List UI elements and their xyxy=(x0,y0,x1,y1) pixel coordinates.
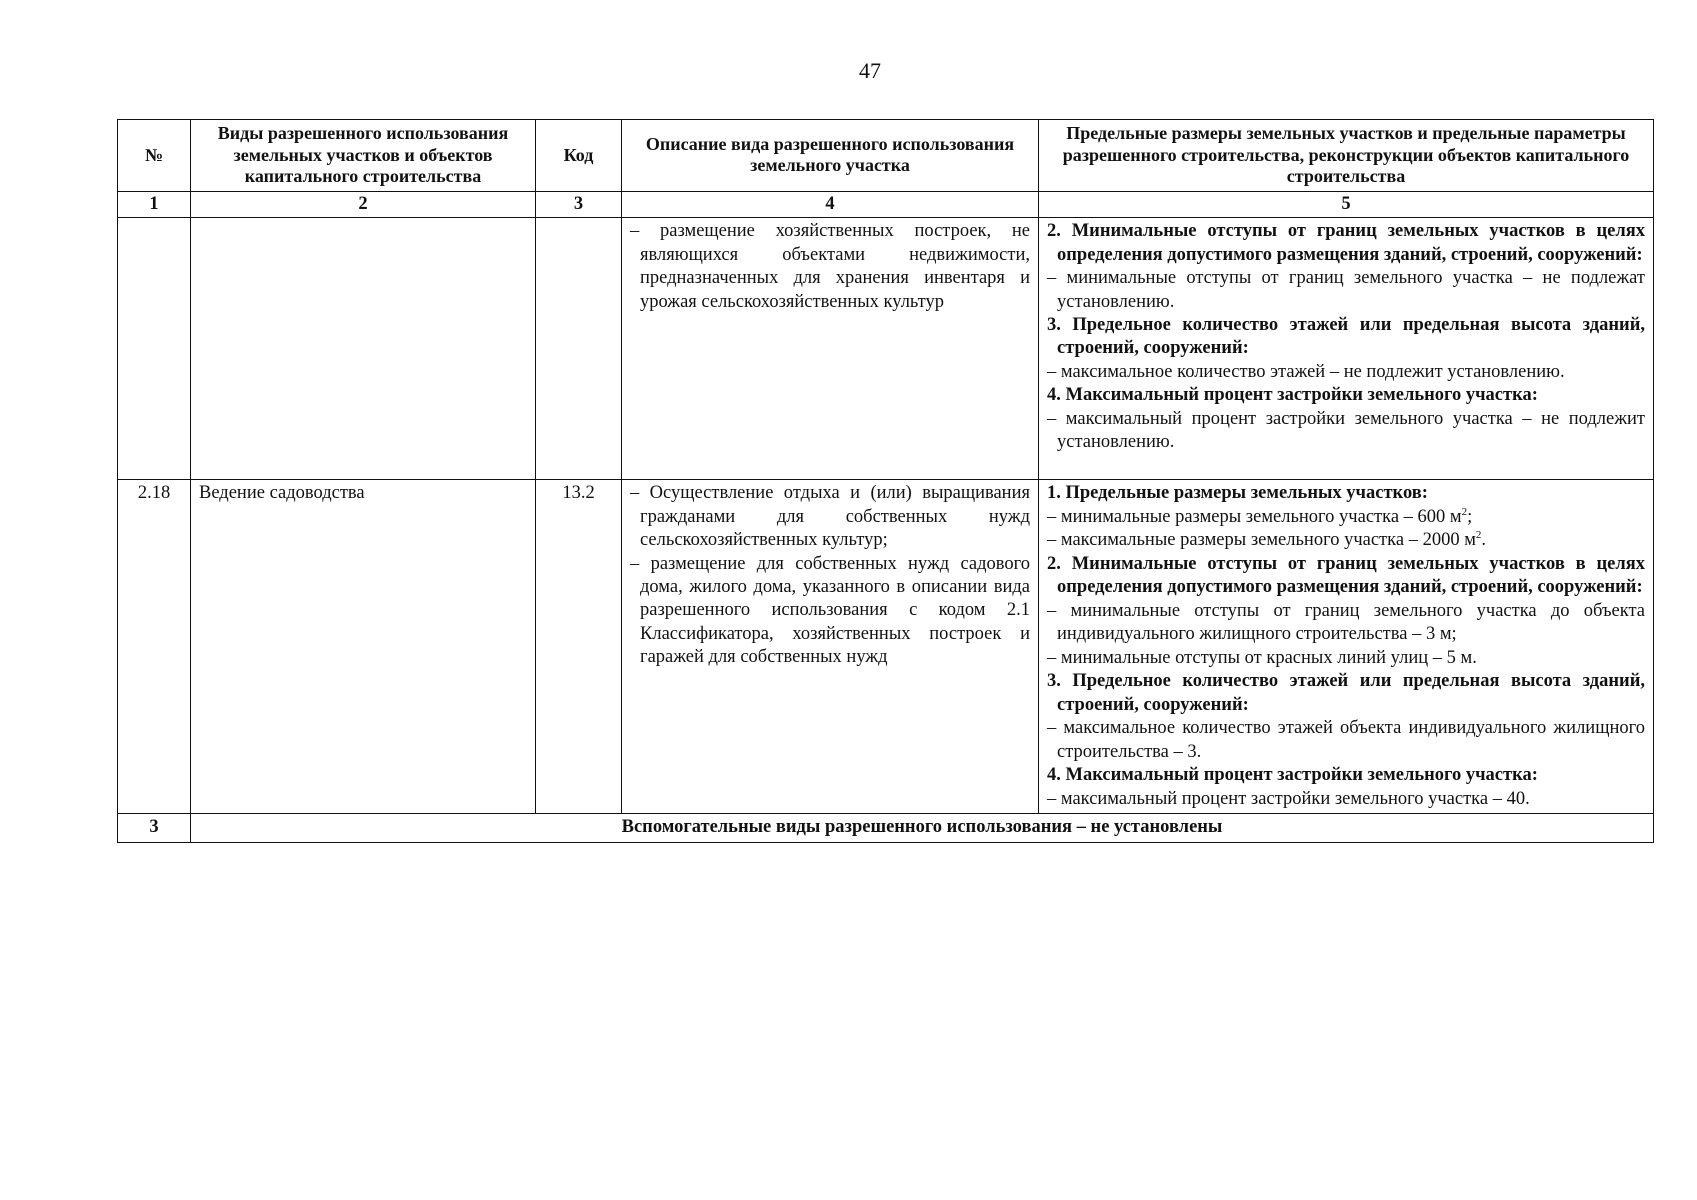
params-item-text: – минимальные размеры земельного участка – 600 м xyxy=(1047,506,1462,527)
params-item-text: – максимальные размеры земельного участка – 2000 м xyxy=(1047,530,1476,551)
row-num: 2.18 xyxy=(118,480,191,814)
params-item: – минимальные отступы от границ земельного участка до объекта индивидуального жилищного строительства – 3 м; xyxy=(1047,600,1645,645)
row-params xyxy=(1039,480,1654,814)
params-item: – максимальный процент застройки земельного участка – не подлежит установлению. xyxy=(1047,408,1645,453)
params-item: – максимальное количество этажей – не подлежит установлению. xyxy=(1047,361,1565,382)
superscript: 2 xyxy=(1461,505,1468,518)
params-item-end: . xyxy=(1481,530,1487,551)
row-kind xyxy=(191,218,536,480)
params-item: – минимальные отступы от красных линий улиц – 5 м. xyxy=(1047,647,1477,668)
table-header-row xyxy=(118,120,1654,192)
column-number: 1 xyxy=(118,191,191,217)
column-number: 5 xyxy=(1039,191,1654,217)
column-number: 4 xyxy=(622,191,1039,217)
description-item: – размещение хозяйственных построек, не являющихся объектами недвижимости, предназначенных для хранения инвентаря и урожая сельскохозяйственных культур xyxy=(630,221,1030,312)
regulations-table xyxy=(117,119,1654,843)
column-number: 2 xyxy=(191,191,536,217)
params-heading: 4. Максимальный процент застройки земельного участка: xyxy=(1047,385,1538,406)
params-heading: 3. Предельное количество этажей или предельная высота зданий, строений, сооружений: xyxy=(1047,314,1645,359)
row-code xyxy=(536,218,622,480)
superscript: 2 xyxy=(1475,529,1482,542)
table-row xyxy=(118,480,1654,814)
row-params xyxy=(1039,218,1654,480)
table-row xyxy=(118,218,1654,480)
row-num xyxy=(118,218,191,480)
row-description xyxy=(622,480,1039,814)
params-heading: 2. Минимальные отступы от границ земельных участков в целях определения допустимого размещения зданий, строений, сооружений: xyxy=(1047,221,1645,265)
row-kind: Ведение садоводства xyxy=(191,480,536,814)
header-num: № xyxy=(118,120,191,192)
table-row xyxy=(118,814,1654,842)
params-item xyxy=(1047,506,1645,530)
description-item: – Осуществление отдыха и (или) выращивания гражданами для собственных нужд сельскохозяйственных культур; xyxy=(630,483,1030,551)
params-item xyxy=(1047,529,1645,553)
params-item: – максимальное количество этажей объекта индивидуального жилищного строительства – 3. xyxy=(1047,718,1645,762)
header-params: Предельные размеры земельных участков и предельные параметры разрешенного строительства, реконструкции объектов капитального строительства xyxy=(1039,120,1654,192)
params-item: – минимальные отступы от границ земельного участка – не подлежат установлению. xyxy=(1047,268,1645,312)
row-merged-text: Вспомогательные виды разрешенного использования – не установлены xyxy=(191,814,1654,842)
header-description: Описание вида разрешенного использования земельного участка xyxy=(622,120,1039,192)
params-heading: 2. Минимальные отступы от границ земельных участков в целях определения допустимого размещения зданий, строений, сооружений: xyxy=(1047,553,1645,598)
params-item-end: ; xyxy=(1467,506,1473,527)
row-num: 3 xyxy=(118,814,191,842)
params-heading: 3. Предельное количество этажей или предельная высота зданий, строений, сооружений: xyxy=(1047,671,1645,715)
column-number: 3 xyxy=(536,191,622,217)
description-item: – размещение для собственных нужд садового дома, жилого дома, указанного в описании вида разрешенного использования с кодом 2.1 Классификатора, хозяйственных построек и гаражей для собственных нужд xyxy=(630,553,1030,668)
header-kind: Виды разрешенного использования земельных участков и объектов капитального строительства xyxy=(191,120,536,192)
column-number-row xyxy=(118,191,1654,217)
row-code: 13.2 xyxy=(536,480,622,814)
header-code: Код xyxy=(536,120,622,192)
page-number: 47 xyxy=(859,58,881,83)
params-heading: 4. Максимальный процент застройки земельного участка: xyxy=(1047,765,1538,786)
params-heading: 1. Предельные размеры земельных участков: xyxy=(1047,483,1428,504)
row-description xyxy=(622,218,1039,480)
params-item: – максимальный процент застройки земельного участка – 40. xyxy=(1047,788,1530,809)
